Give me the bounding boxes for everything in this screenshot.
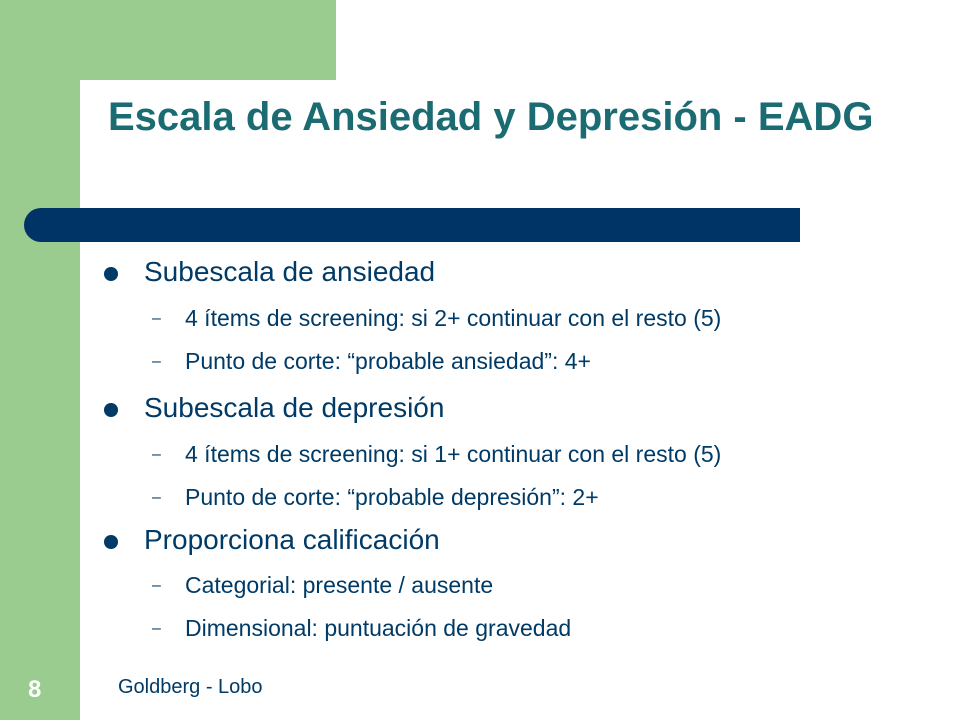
- page-number: 8: [28, 676, 42, 703]
- bullet-label: Proporciona calificación: [144, 524, 440, 555]
- sub-bullet-text: Dimensional: puntuación de gravedad: [185, 615, 572, 641]
- dash-icon: –: [152, 577, 161, 594]
- sub-bullet-text: 4 ítems de screening: si 2+ continuar con el resto (5): [185, 305, 722, 331]
- top-green-block: [80, 0, 336, 80]
- sub-bullet-text: Punto de corte: “probable ansiedad”: 4+: [185, 348, 591, 374]
- dash-icon: –: [152, 353, 161, 370]
- sub-bullet-text: 4 ítems de screening: si 1+ continuar con el resto (5): [185, 441, 722, 467]
- dash-icon: –: [152, 446, 161, 463]
- sub-bullet-text: Categorial: presente / ausente: [185, 572, 494, 598]
- dash-icon: –: [152, 489, 161, 506]
- left-green-sidebar: [0, 0, 80, 720]
- sub-bullet-text: Punto de corte: “probable depresión”: 2+: [185, 484, 599, 510]
- title-underline-bar: [24, 208, 800, 242]
- dash-icon: –: [152, 310, 161, 327]
- bullet-dot-icon: [104, 267, 118, 281]
- bullet-label: Subescala de depresión: [144, 392, 445, 423]
- bullet-dot-icon: [104, 535, 118, 549]
- bullet-dot-icon: [104, 403, 118, 417]
- bullet-label: Subescala de ansiedad: [144, 256, 436, 287]
- footer-author: Goldberg - Lobo: [118, 676, 263, 698]
- slide-title: Escala de Ansiedad y Depresión - EADG: [108, 95, 874, 139]
- dash-icon: –: [152, 620, 161, 637]
